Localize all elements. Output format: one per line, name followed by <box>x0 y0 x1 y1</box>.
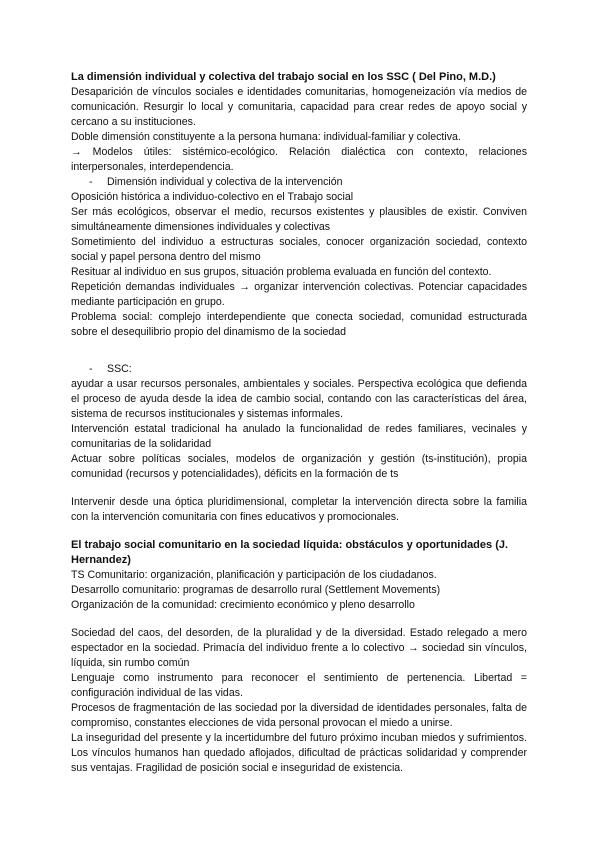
bullet-text: Dimensión individual y colectiva de la intervención <box>107 176 343 188</box>
paragraph: Procesos de fragmentación de las sociedad por la diversidad de identidades personales, falta de compromiso, constantes elecciones de vida personal provocan el miedo a unirse. <box>71 702 527 729</box>
bullet-dash: - <box>89 176 93 188</box>
paragraph: Lenguaje como instrumento para reconocer el sentimiento de pertenencia. Libertad = configuración individual de las vidas. <box>71 672 527 699</box>
paragraph: Actuar sobre políticas sociales, modelos de organización y gestión (ts-institución), propia comunidad (recursos y potencialidades), déficits en la formación de ts <box>71 453 527 480</box>
spacer <box>71 525 527 538</box>
paragraph: → Modelos útiles: sistémico-ecológico. Relación dialéctica con contexto, relaciones interpersonales, interdependencia. <box>71 146 527 173</box>
paragraph: Resituar al individuo en sus grupos, situación problema evaluada en función del contexto. <box>71 266 492 278</box>
paragraph: Oposición histórica a individuo-colectivo en el Trabajo social <box>71 191 354 203</box>
bullet-text: SSC: <box>107 363 132 375</box>
paragraph: Ser más ecológicos, observar el medio, recursos existentes y plausibles de existir. Conviven simultáneamente dimensiones individuales y colectivas <box>71 206 527 233</box>
document-body <box>71 70 527 776</box>
bullet-item <box>71 362 527 377</box>
paragraph: Intervención estatal tradicional ha anulado la funcionalidad de redes familiares, vecinales y comunitarias de la solidaridad <box>71 423 527 450</box>
spacer <box>71 613 527 626</box>
paragraph: Sometimiento del individuo a estructuras sociales, conocer organización sociedad, contexto social y papel persona dentro del mismo <box>71 236 527 263</box>
paragraph: ayudar a usar recursos personales, ambientales y sociales. Perspectiva ecológica que defienda el proceso de ayuda desde la idea de cambio social, contando con las características del área, sistema de recursos institucionales y sistemas informales. <box>71 378 527 420</box>
definition-line: TS Comunitario: organización, planificación y participación de los ciudadanos. <box>71 569 437 581</box>
paragraph: Repetición demandas individuales → organizar intervención colectivas. Potenciar capacidades mediante participación en grupo. <box>71 281 527 308</box>
bullet-dash: - <box>89 363 93 375</box>
paragraph: Intervenir desde una óptica pluridimensional, completar la intervención directa sobre la familia con la intervención comunitaria con fines educativos y promocionales. <box>71 496 527 523</box>
section1-title: La dimensión individual y colectiva del trabajo social en los SSC ( Del Pino, M.D.) <box>71 71 496 83</box>
bullet-item <box>71 175 527 190</box>
spacer <box>71 482 527 495</box>
section2-title: El trabajo social comunitario en la sociedad líquida: obstáculos y oportunidades (J. Hernandez) <box>71 539 509 566</box>
paragraph: Desaparición de vínculos sociales e identidades comunitarias, homogeneización vía medios de comunicación. Resurgir lo local y comunitaria, capacidad para crear redes de apoyo social y cercano a su instituciones. <box>71 86 527 128</box>
paragraph: Sociedad del caos, del desorden, de la pluralidad y de la diversidad. Estado relegado a mero espectador en la sociedad. Primacía del individuo frente a lo colectivo → sociedad sin vínculos, líquida, sin rumbo común <box>71 627 527 669</box>
spacer <box>71 340 527 362</box>
paragraph: Doble dimensión constituyente a la persona humana: individual-familiar y colectiva. <box>71 131 461 143</box>
definition-line: Organización de la comunidad: crecimiento económico y pleno desarrollo <box>71 599 415 611</box>
paragraph: La inseguridad del presente y la incertidumbre del futuro próximo incuban miedos y sufrimientos. Los vínculos humanos han quedado aflojados, dificultad de prácticas solidaridad y comprender sus ventajas. Fragilidad de posición social e inseguridad de existencia. <box>71 732 527 774</box>
paragraph: Problema social: complejo interdependiente que conecta sociedad, comunidad estructurada sobre el desequilibrio propio del dinamismo de la sociedad <box>71 311 527 338</box>
definition-line: Desarrollo comunitario: programas de desarrollo rural (Settlement Movements) <box>71 584 441 596</box>
